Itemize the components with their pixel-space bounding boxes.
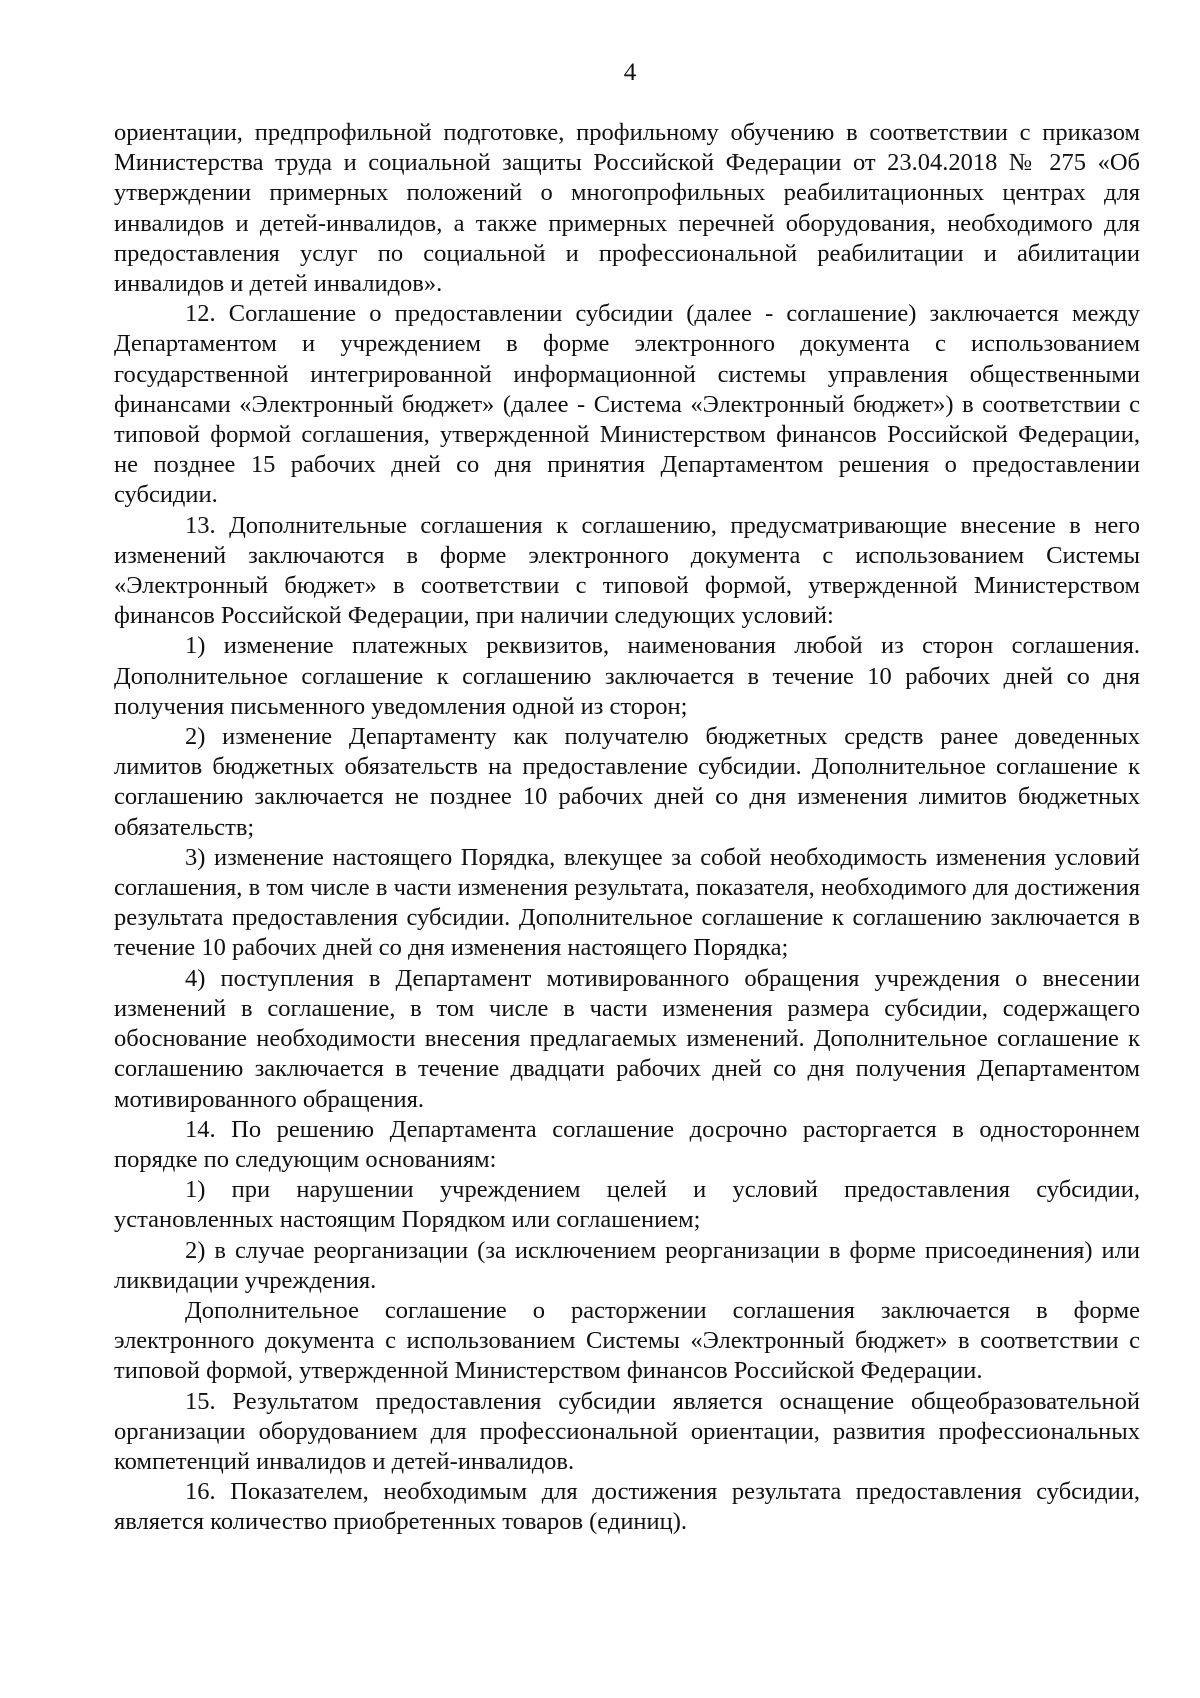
paragraph-clause-13-item-1: 1) изменение платежных реквизитов, наименования любой из сторон соглашения. Дополнительное соглашение к соглашению заключается в течение 10 рабочих дней со дня получения письменного уведомления одной из сторон; [114,632,1140,720]
paragraph-clause-13-item-4: 4) поступления в Департамент мотивированного обращения учреждения о внесении изменений в соглашение, в том числе в части изменения размера субсидии, содержащего обоснование необходимости внесения предлагаемых изменений. Дополнительное соглашение к соглашению заключается в течение двадцати рабочих дней со дня получения Департаментом мотивированного обращения. [114,964,1140,1113]
paragraph-clause-16: 16. Показателем, необходимым для достижения результата предоставления субсидии, является количество приобретенных товаров (единиц). [114,1478,1140,1536]
paragraph-clause-13-item-2: 2) изменение Департаменту как получателю бюджетных средств ранее доведенных лимитов бюджетных обязательств на предоставление субсидии. Дополнительное соглашение к соглашению заключается не позднее 10 рабочих дней со дня изменения лимитов бюджетных обязательств; [114,723,1140,841]
paragraph-continuation: ориентации, предпрофильной подготовке, профильному обучению в соответствии с приказом Министерства труда и социальной защиты Российской Федерации от 23.04.2018 № 275 «Об утверждении примерных положений о многопрофильных реабилитационных центрах для инвалидов и детей-инвалидов, а также примерных перечней оборудования, необходимого для предоставления услуг по социальной и профессиональной реабилитации и абилитации инвалидов и детей инвалидов». [114,119,1140,298]
paragraph-clause-14-note: Дополнительное соглашение о расторжении соглашения заключается в форме электронного документа с использованием Системы «Электронный бюджет» в соответствии с типовой формой, утвержденной Министерством финансов Российской Федерации. [114,1296,1140,1385]
document-body [114,118,1140,1538]
paragraph-clause-13: 13. Дополнительные соглашения к соглашению, предусматривающие внесение в него изменений заключаются в форме электронного документа с использованием Системы «Электронный бюджет» в соответствии с типовой формой, утвержденной Министерством финансов Российской Федерации, при наличии следующих условий: [114,511,1140,630]
paragraph-clause-13-item-3: 3) изменение настоящего Порядка, влекущее за собой необходимость изменения условий соглашения, в том числе в части изменения результата, показателя, необходимого для достижения результата предоставления субсидии. Дополнительное соглашение к соглашению заключается в течение 10 рабочих дней со дня изменения настоящего Порядка; [114,843,1140,962]
paragraph-clause-14-item-1: 1) при нарушении учреждением целей и условий предоставления субсидии, установленных настоящим Порядком или соглашением; [114,1176,1140,1234]
paragraph-clause-14-item-2: 2) в случае реорганизации (за исключением реорганизации в форме присоединения) или ликвидации учреждения. [114,1236,1140,1294]
paragraph-clause-14: 14. По решению Департамента соглашение досрочно расторгается в одностороннем порядке по следующим основаниям: [114,1115,1140,1173]
page-number: 4 [623,59,637,86]
paragraph-clause-12: 12. Соглашение о предоставлении субсидии (далее - соглашение) заключается между Департаментом и учреждением в форме электронного документа с использованием государственной интегрированной информационной системы управления общественными финансами «Электронный бюджет» (далее - Система «Электронный бюджет») в соответствии с типовой формой соглашения, утвержденной Министерством финансов Российской Федерации, не позднее 15 рабочих дней со дня принятия Департаментом решения о предоставлении субсидии. [114,300,1140,509]
paragraph-clause-15: 15. Результатом предоставления субсидии является оснащение общеобразовательной организации оборудованием для профессиональной ориентации, развития профессиональных компетенций инвалидов и детей-инвалидов. [114,1387,1140,1475]
